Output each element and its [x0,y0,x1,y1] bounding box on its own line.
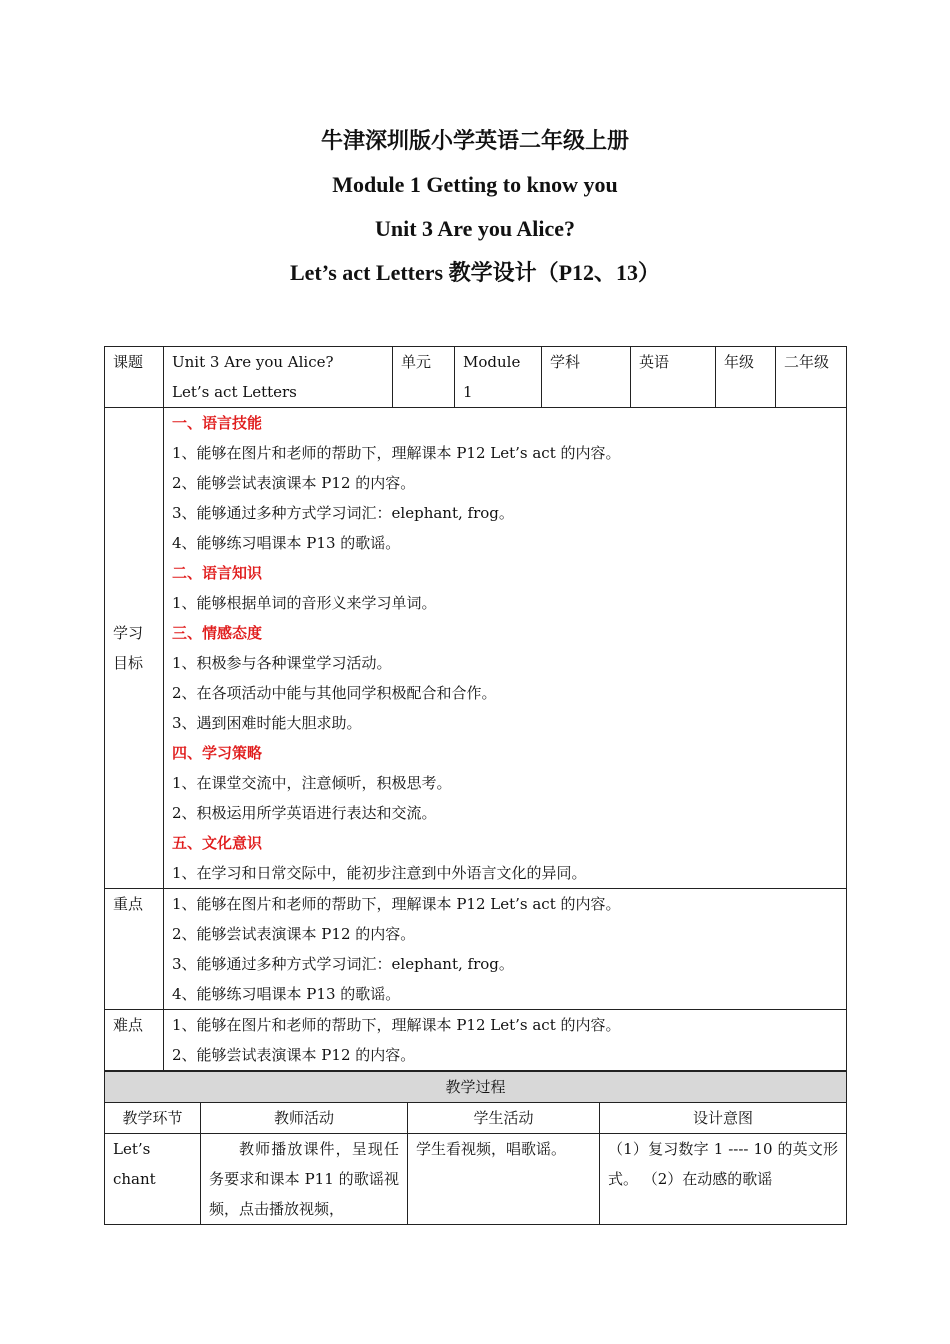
column-header: 设计意图 [600,1103,847,1134]
list-item: 1、能够在图片和老师的帮助下，理解课本 P12 Let’s act 的内容。 [172,444,621,462]
section-heading: 一、语言技能 [172,414,263,432]
objectives-row [105,408,847,889]
unit-value: Module 1 [455,347,542,408]
grade-label: 年级 [716,347,776,408]
column-header: 教学环节 [105,1103,201,1134]
title-line-2: Module 1 Getting to know you [332,172,618,197]
table-row [105,1134,847,1225]
section-heading: 二、语言知识 [172,564,263,582]
objectives-label: 学习 目标 [105,408,164,889]
list-item: 2、能够尝试表演课本 P12 的内容。 [172,474,416,492]
title-line-3: Unit 3 Are you Alice? [374,216,576,241]
process-title: 教学过程 [105,1072,847,1103]
key-points-content [164,889,847,1010]
list-item: 3、能够通过多种方式学习词汇：elephant, frog。 [172,955,514,973]
list-item: 4、能够练习唱课本 P13 的歌谣。 [172,985,401,1003]
list-item: 1、能够在图片和老师的帮助下，理解课本 P12 Let’s act 的内容。 [172,895,621,913]
list-item: 2、能够尝试表演课本 P12 的内容。 [172,1046,416,1064]
difficulties-label: 难点 [105,1010,164,1071]
unit-label: 单元 [393,347,455,408]
document-title-block [0,123,950,299]
student-activity-cell: 学生看视频，唱歌谣。 [408,1134,600,1225]
info-row [105,347,847,408]
list-item: 2、积极运用所学英语进行表达和交流。 [172,804,437,822]
column-header: 教师活动 [201,1103,408,1134]
section-heading: 五、文化意识 [172,834,263,852]
list-item: 1、能够在图片和老师的帮助下，理解课本 P12 Let’s act 的内容。 [172,1016,621,1034]
list-item: 4、能够练习唱课本 P13 的歌谣。 [172,534,401,552]
title-line-1: 牛津深圳版小学英语二年级上册 [320,128,629,153]
list-item: 2、在各项活动中能与其他同学积极配合和合作。 [172,684,497,702]
list-item: 1、在课堂交流中，注意倾听，积极思考。 [172,774,452,792]
grade-value: 二年级 [776,347,847,408]
stage-cell: Let’s chant [105,1134,201,1225]
teaching-process-table [104,1071,847,1225]
topic-value: Unit 3 Are you Alice? Let’s act Letters [164,347,393,408]
subject-value: 英语 [631,347,716,408]
process-title-row [105,1072,847,1103]
subject-label: 学科 [542,347,631,408]
objectives-content [164,408,847,889]
teacher-activity-cell: 教师播放课件，呈现任务要求和课本 P11 的歌谣视频，点击播放视频， [201,1134,408,1225]
lesson-info-table [104,346,847,1071]
column-header: 学生活动 [408,1103,600,1134]
title-line-4: Let’s act Letters 教学设计（P12、13） [289,260,661,285]
section-heading: 三、情感态度 [172,624,263,642]
list-item: 3、遇到困难时能大胆求助。 [172,714,362,732]
difficulties-row [105,1010,847,1071]
process-header-row [105,1103,847,1134]
key-points-label: 重点 [105,889,164,1010]
list-item: 2、能够尝试表演课本 P12 的内容。 [172,925,416,943]
design-intent-cell: （1）复习数字 1 ---- 10 的英文形式。 （2）在动感的歌谣 [600,1134,847,1225]
list-item: 1、在学习和日常交际中，能初步注意到中外语言文化的异同。 [172,864,587,882]
list-item: 1、能够根据单词的音形义来学习单词。 [172,594,437,612]
list-item: 3、能够通过多种方式学习词汇：elephant, frog。 [172,504,514,522]
difficulties-content [164,1010,847,1071]
key-points-row [105,889,847,1010]
topic-label: 课题 [105,347,164,408]
section-heading: 四、学习策略 [172,744,263,762]
list-item: 1、积极参与各种课堂学习活动。 [172,654,392,672]
